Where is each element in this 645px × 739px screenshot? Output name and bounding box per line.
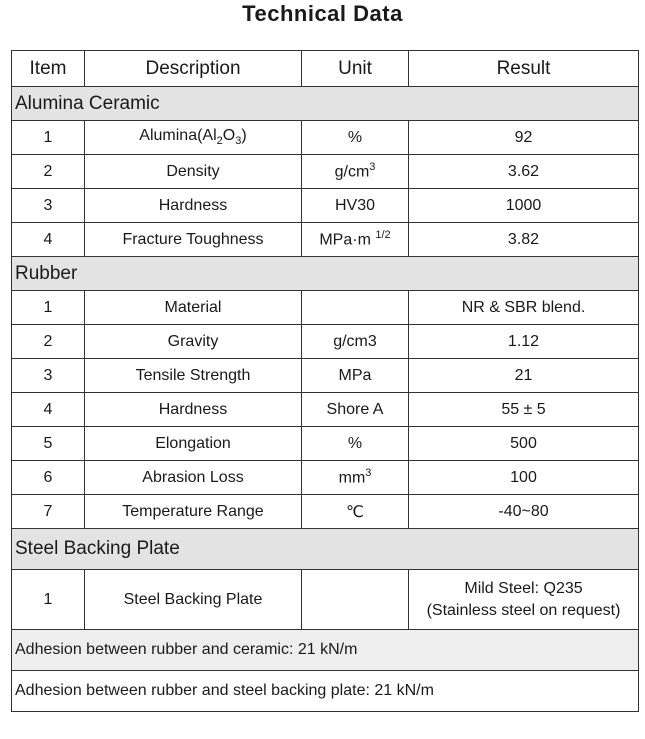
table-row xyxy=(12,461,639,495)
cell-description: Tensile Strength xyxy=(85,359,302,393)
cell-unit: ℃ xyxy=(302,495,409,529)
cell-item: 1 xyxy=(12,291,85,325)
cell-description: Steel Backing Plate xyxy=(85,570,302,630)
cell-description: Fracture Toughness xyxy=(85,223,302,257)
cell-description: Gravity xyxy=(85,325,302,359)
header-item: Item xyxy=(12,51,85,87)
cell-item: 1 xyxy=(12,570,85,630)
header-description: Description xyxy=(85,51,302,87)
section-title: Rubber xyxy=(12,257,639,291)
cell-description: Abrasion Loss xyxy=(85,461,302,495)
table-row xyxy=(12,121,639,155)
table-row xyxy=(12,393,639,427)
section-alumina xyxy=(12,87,639,121)
cell-result: 3.82 xyxy=(409,223,639,257)
section-title: Alumina Ceramic xyxy=(12,87,639,121)
cell-description: Hardness xyxy=(85,189,302,223)
cell-result: Mild Steel: Q235 (Stainless steel on request) xyxy=(409,570,639,630)
cell-item: 7 xyxy=(12,495,85,529)
cell-result: 55 ± 5 xyxy=(409,393,639,427)
table-row xyxy=(12,291,639,325)
technical-data-table xyxy=(11,50,639,712)
cell-item: 6 xyxy=(12,461,85,495)
cell-item: 5 xyxy=(12,427,85,461)
cell-result: 500 xyxy=(409,427,639,461)
cell-unit: % xyxy=(302,121,409,155)
cell-item: 3 xyxy=(12,189,85,223)
cell-description: $Alumina(Al_2O_3)$ xyxy=(85,121,302,155)
cell-item: 4 xyxy=(12,223,85,257)
note-row-ceramic xyxy=(12,630,639,671)
cell-result: 100 xyxy=(409,461,639,495)
note-row-steel xyxy=(12,671,639,712)
table-row xyxy=(12,189,639,223)
table-row xyxy=(12,570,639,630)
cell-unit: g/cm3 xyxy=(302,325,409,359)
cell-result: 1.12 xyxy=(409,325,639,359)
section-title: Steel Backing Plate xyxy=(12,529,639,570)
header-row xyxy=(12,51,639,87)
header-result: Result xyxy=(409,51,639,87)
cell-unit xyxy=(302,570,409,630)
cell-description: Density xyxy=(85,155,302,189)
note-text: Adhesion between rubber and steel backing plate: 21 kN/m xyxy=(12,671,639,712)
cell-item: 2 xyxy=(12,155,85,189)
table-row xyxy=(12,495,639,529)
cell-description: Hardness xyxy=(85,393,302,427)
cell-result: NR & SBR blend. xyxy=(409,291,639,325)
cell-description: Temperature Range xyxy=(85,495,302,529)
table-row xyxy=(12,325,639,359)
cell-unit: % xyxy=(302,427,409,461)
cell-unit: HV30 xyxy=(302,189,409,223)
cell-item: 3 xyxy=(12,359,85,393)
section-rubber xyxy=(12,257,639,291)
table-row xyxy=(12,155,639,189)
cell-unit: MPa·m $^{1/2}$ xyxy=(302,223,409,257)
table-row xyxy=(12,427,639,461)
cell-unit: $mm^3$ xyxy=(302,461,409,495)
note-text: Adhesion between rubber and ceramic: 21 kN/m xyxy=(12,630,639,671)
cell-result: 21 xyxy=(409,359,639,393)
cell-result: -40~80 xyxy=(409,495,639,529)
section-steel xyxy=(12,529,639,570)
page-title: Technical Data xyxy=(242,1,403,26)
cell-item: 4 xyxy=(12,393,85,427)
cell-result: 92 xyxy=(409,121,639,155)
cell-item: 1 xyxy=(12,121,85,155)
cell-item: 2 xyxy=(12,325,85,359)
cell-unit: MPa xyxy=(302,359,409,393)
table-row xyxy=(12,359,639,393)
cell-description: Elongation xyxy=(85,427,302,461)
header-unit: Unit xyxy=(302,51,409,87)
cell-description: Material xyxy=(85,291,302,325)
cell-unit: Shore A xyxy=(302,393,409,427)
cell-unit: $g/cm^3$ xyxy=(302,155,409,189)
table-row xyxy=(12,223,639,257)
cell-result: 1000 xyxy=(409,189,639,223)
cell-unit xyxy=(302,291,409,325)
cell-result: 3.62 xyxy=(409,155,639,189)
